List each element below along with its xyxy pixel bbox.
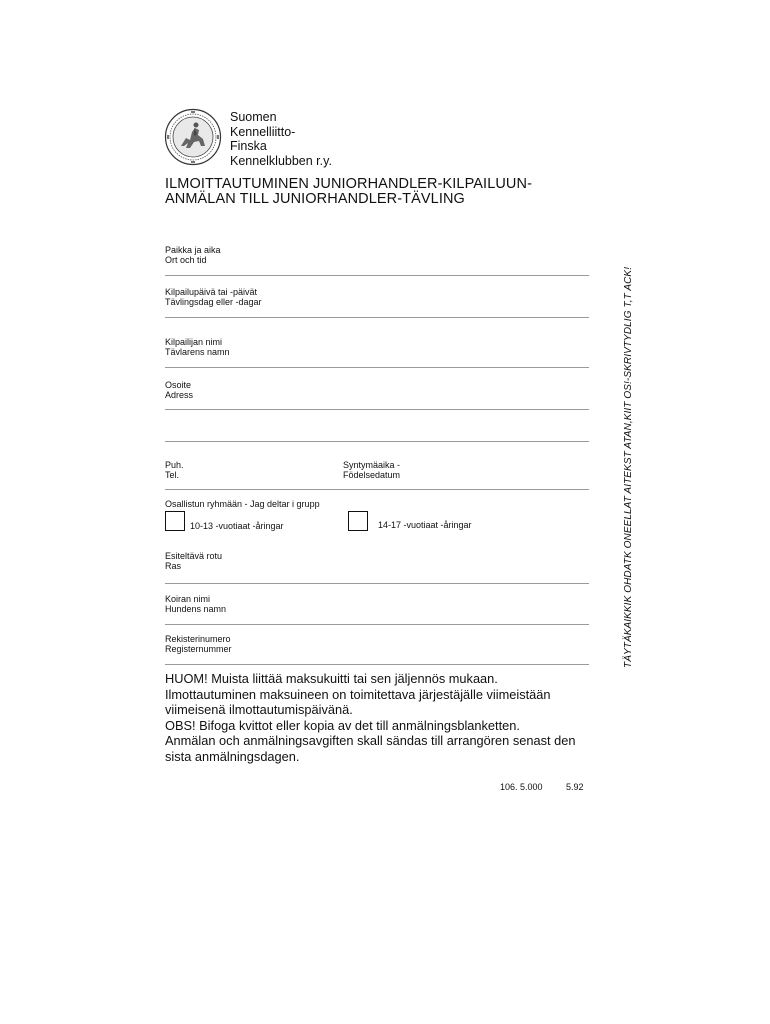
- field-label-sv: Adress: [165, 390, 194, 400]
- group-option-14-17-label: 14-17 -vuotiaat -åringar: [378, 520, 472, 530]
- organization-name-line-2: Kennelliitto-: [230, 124, 296, 139]
- field-label-fi: Osoite: [165, 380, 192, 390]
- field-place-time[interactable]: [165, 245, 221, 265]
- field-label-fi: Kilpailijan nimi: [165, 337, 223, 347]
- form-title-line-1: ILMOITTAUTUMINEN JUNIORHANDLER-KILPAILUUN-: [165, 176, 532, 192]
- field-address[interactable]: [165, 380, 193, 400]
- field-line-breed: [165, 583, 589, 584]
- field-label-sv: Registernummer: [165, 644, 232, 654]
- field-label-fi: Koiran nimi: [165, 594, 211, 604]
- footer-print-date: 5.92: [566, 782, 584, 792]
- field-label-fi: Esiteltävä rotu: [165, 551, 223, 561]
- group-label: Osallistun ryhmään - Jag deltar i grupp: [165, 499, 320, 509]
- field-registration-number[interactable]: [165, 634, 232, 654]
- field-competition-days[interactable]: [165, 287, 262, 307]
- field-line-address-1: [165, 409, 589, 410]
- checkbox-group-10-13[interactable]: [165, 511, 185, 531]
- form-title-line-2: ANMÄLAN TILL JUNIORHANDLER-TÄVLING: [165, 191, 465, 207]
- notice-line-6: sista anmälningsdagen.: [165, 748, 300, 764]
- organization-name-line-3: Finska: [230, 139, 267, 153]
- notice-line-1: HUOM! Muista liittää maksukuitti tai sen jäljennös mukaan.: [165, 671, 498, 686]
- checkbox-group-14-17[interactable]: [348, 511, 368, 531]
- form-title: [165, 177, 532, 207]
- field-phone[interactable]: [165, 460, 184, 480]
- field-label-fi: Paikka ja aika: [165, 245, 221, 255]
- field-birth-date[interactable]: [343, 460, 400, 480]
- organization-name-line-4: Kennelklubben r.y.: [230, 153, 332, 168]
- footer-print-code: 106. 5.000: [500, 782, 543, 792]
- organization-name: [230, 110, 332, 168]
- field-label-fi: Kilpailupäivä tai -päivät: [165, 287, 258, 297]
- side-instruction: TÄYTÄKAIKKIK OHDATK ONEELLAT AITEKST ATAN,KIIT OS!-SKRIVTYDLIG T,T ACK!: [623, 266, 634, 668]
- field-line-competition-days: [165, 317, 589, 318]
- field-label-sv: Hundens namn: [165, 604, 227, 614]
- field-label-sv: Ras: [165, 561, 182, 571]
- field-breed[interactable]: [165, 551, 222, 571]
- field-label-sv: Tävlarens namn: [165, 347, 230, 357]
- field-line-dog-name: [165, 624, 589, 625]
- field-dog-name[interactable]: [165, 594, 226, 614]
- field-line-place-time: [165, 275, 589, 276]
- field-line-phone-birth: [165, 489, 589, 490]
- field-label-sv: Tävlingsdag eller -dagar: [165, 297, 262, 307]
- notice-line-2: Ilmottautuminen maksuineen on toimitettava järjestäjälle viimeistään: [165, 686, 551, 702]
- field-label-fi: Puh.: [165, 460, 184, 470]
- notice-text: [165, 671, 605, 765]
- kennel-club-seal-logo: [164, 108, 222, 166]
- field-line-registration-number: [165, 664, 589, 665]
- notice-line-5: Anmälan och anmälningsavgiften skall sändas till arrangören senast den: [165, 733, 576, 749]
- organization-name-line-1: Suomen: [230, 110, 277, 124]
- field-label-fi: Syntymäaika -: [343, 460, 401, 470]
- field-label-sv: Tel.: [165, 470, 180, 480]
- field-line-competitor-name: [165, 367, 589, 368]
- field-label-sv: Ort och tid: [165, 255, 207, 265]
- notice-line-3: viimeisenä ilmottautumispäivänä.: [165, 702, 353, 718]
- notice-line-4: OBS! Bifoga kvittot eller kopia av det till anmälningsblanketten.: [165, 717, 520, 733]
- group-option-10-13-label: 10-13 -vuotiaat -åringar: [190, 521, 284, 531]
- field-label-fi: Rekisterinumero: [165, 634, 231, 644]
- field-competitor-name[interactable]: [165, 337, 230, 357]
- field-label-sv: Födelsedatum: [343, 470, 401, 480]
- field-line-address-2: [165, 441, 589, 442]
